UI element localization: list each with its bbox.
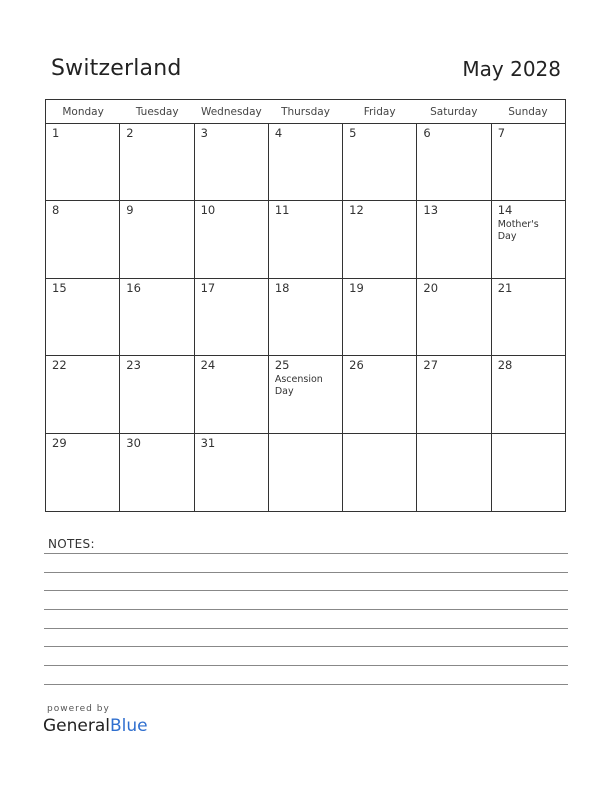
day-number: 13 — [423, 203, 439, 218]
day-cell — [269, 124, 343, 200]
day-number: 10 — [200, 203, 216, 218]
note-line — [44, 553, 568, 554]
day-cell — [269, 279, 343, 355]
note-line — [44, 572, 568, 573]
day-number: 15 — [52, 280, 67, 295]
day-number: 6 — [423, 126, 431, 140]
day-cell — [120, 434, 194, 511]
weekday-tuesday: Tuesday — [135, 106, 179, 118]
weekday-monday: Monday — [62, 106, 104, 118]
note-line — [44, 665, 568, 666]
week-row — [46, 279, 565, 356]
day-cell — [269, 434, 343, 511]
day-cell — [343, 356, 417, 432]
notes-label: NOTES: — [48, 537, 95, 551]
day-cell — [269, 201, 343, 277]
note-line — [44, 684, 568, 685]
brand-logo[interactable] — [43, 716, 148, 736]
day-number: 4 — [274, 126, 283, 140]
day-cell — [343, 279, 417, 355]
brand-name-blue: Blue — [110, 716, 148, 736]
powered-by-text: powered by — [47, 704, 110, 714]
day-cell — [492, 434, 565, 511]
holiday-label: Ascension Day — [274, 374, 323, 398]
weekday-thursday: Thursday — [281, 106, 330, 118]
day-cell — [46, 356, 120, 432]
day-number: 12 — [349, 203, 364, 218]
holiday-label: Mother's Day — [497, 219, 539, 243]
day-number: 2 — [126, 126, 134, 140]
day-cell — [195, 124, 269, 200]
week-row — [46, 356, 565, 433]
calendar-weeks — [46, 124, 565, 511]
day-number: 30 — [126, 435, 141, 450]
day-cell — [417, 434, 491, 511]
day-cell — [195, 434, 269, 511]
day-cell — [492, 124, 565, 200]
day-cell — [343, 434, 417, 511]
day-number: 28 — [497, 358, 513, 373]
calendar-grid — [45, 99, 566, 512]
day-number: 11 — [274, 203, 290, 218]
month-year-title: May 2028 — [462, 57, 561, 81]
day-cell — [343, 124, 417, 200]
day-number: 14 — [497, 203, 513, 218]
note-line — [44, 646, 568, 647]
note-line — [44, 609, 568, 610]
day-number: 17 — [200, 280, 216, 295]
brand-name-general: General — [43, 716, 110, 736]
day-number: 26 — [349, 358, 364, 373]
day-number: 18 — [274, 280, 290, 295]
weekday-wednesday: Wednesday — [200, 106, 262, 118]
day-number: 7 — [497, 126, 506, 140]
day-number: 16 — [126, 280, 141, 295]
day-cell — [195, 201, 269, 277]
day-cell — [343, 201, 417, 277]
day-number: 23 — [126, 358, 141, 373]
weekday-header — [46, 100, 565, 124]
weekday-friday: Friday — [363, 106, 396, 118]
day-cell — [417, 124, 491, 200]
day-cell — [195, 279, 269, 355]
day-number: 29 — [52, 435, 67, 450]
day-cell — [46, 201, 120, 277]
day-number: 24 — [200, 358, 216, 373]
day-number: 27 — [423, 358, 439, 373]
weekday-saturday: Saturday — [430, 106, 478, 118]
day-number: 19 — [349, 280, 364, 295]
day-number: 31 — [200, 435, 216, 450]
note-line — [44, 590, 568, 591]
day-cell — [120, 201, 194, 277]
day-number: 5 — [349, 126, 357, 140]
day-cell — [46, 124, 120, 200]
day-number: 22 — [52, 358, 67, 373]
day-cell — [46, 279, 120, 355]
week-row — [46, 434, 565, 511]
week-row — [46, 201, 565, 278]
note-line — [44, 628, 568, 629]
day-cell — [417, 279, 491, 355]
day-cell — [417, 201, 491, 277]
day-cell — [120, 279, 194, 355]
day-number: 20 — [423, 280, 439, 295]
day-number: 1 — [52, 126, 60, 140]
day-number: 9 — [126, 203, 134, 218]
day-cell — [492, 201, 565, 277]
day-cell — [417, 356, 491, 432]
day-cell — [269, 356, 343, 432]
day-cell — [492, 356, 565, 432]
day-number: 25 — [274, 358, 290, 373]
weekday-sunday: Sunday — [508, 106, 548, 118]
day-cell — [195, 356, 269, 432]
day-cell — [120, 356, 194, 432]
week-row — [46, 124, 565, 201]
day-number: 8 — [52, 203, 60, 218]
day-cell — [492, 279, 565, 355]
day-cell — [120, 124, 194, 200]
day-number: 3 — [200, 126, 208, 140]
day-number: 21 — [497, 280, 513, 295]
day-cell — [46, 434, 120, 511]
country-title: Switzerland — [51, 56, 182, 81]
